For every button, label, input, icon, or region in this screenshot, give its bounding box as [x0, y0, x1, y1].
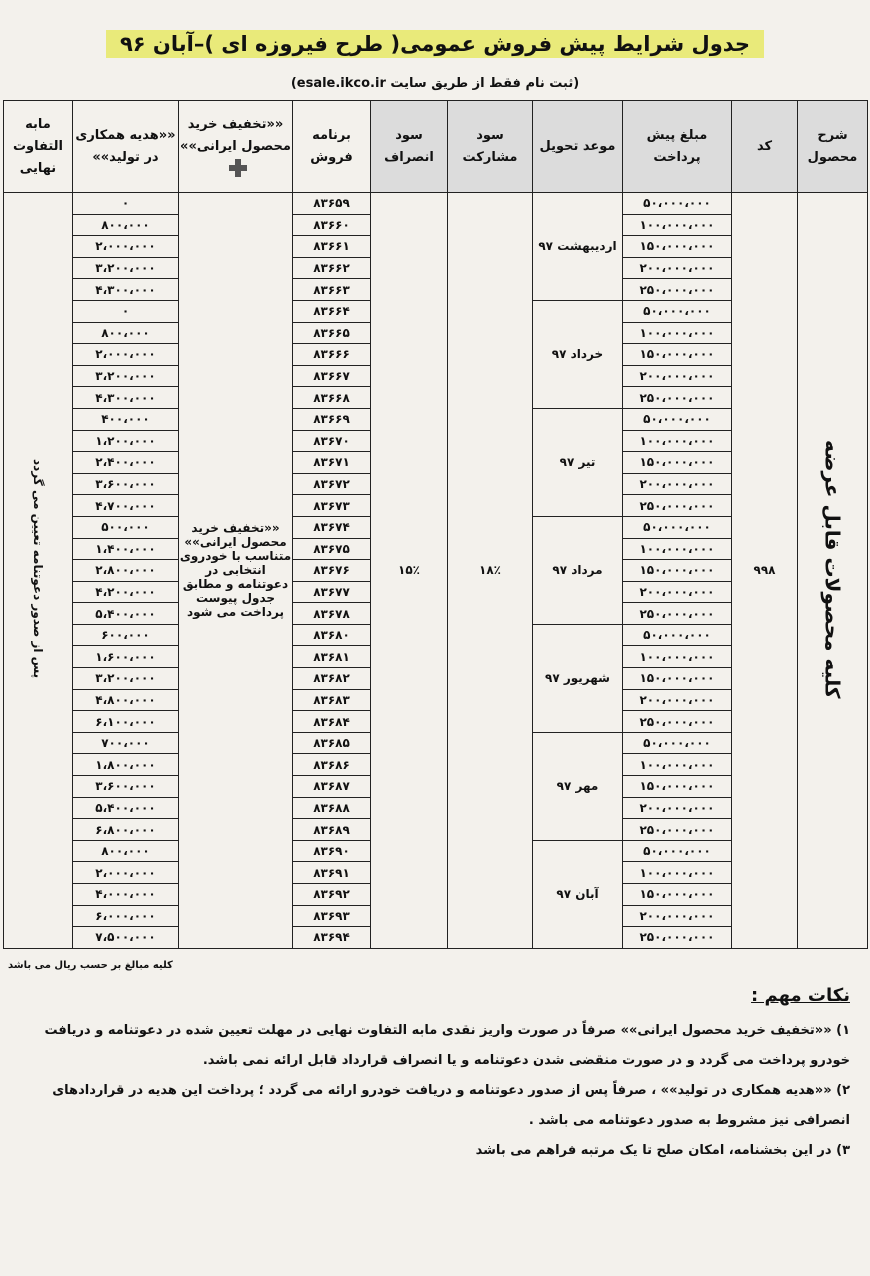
discount-cell: ««تخفیف خرید محصول ایرانی»» متناسب با خودروی انتخابی در دعوتنامه و مطابق جدول پیوست پرداخت می شود: [179, 193, 293, 949]
program-cell: ۸۳۶۷۱: [293, 452, 371, 474]
title-wrap: [0, 30, 870, 58]
delivery-cell: خرداد ۹۷: [533, 300, 623, 408]
header-discount: [179, 101, 293, 193]
gift-cell: ۱،۲۰۰،۰۰۰: [73, 430, 179, 452]
gift-cell: ۴،۲۰۰،۰۰۰: [73, 581, 179, 603]
header-discount-label: ««تخفیف خرید محصول ایرانی»»: [180, 116, 291, 154]
program-cell: ۸۳۶۹۳: [293, 905, 371, 927]
gift-cell: ۳،۲۰۰،۰۰۰: [73, 668, 179, 690]
program-cell: ۸۳۶۶۴: [293, 300, 371, 322]
prepay-cell: ۲۰۰،۰۰۰،۰۰۰: [623, 689, 732, 711]
prepay-cell: ۱۵۰،۰۰۰،۰۰۰: [623, 236, 732, 258]
prepay-cell: ۲۵۰،۰۰۰،۰۰۰: [623, 495, 732, 517]
prepay-cell: ۱۰۰،۰۰۰،۰۰۰: [623, 214, 732, 236]
prepay-cell: ۱۵۰،۰۰۰،۰۰۰: [623, 776, 732, 798]
header-code: کد: [732, 101, 798, 193]
gift-cell: ۷۰۰،۰۰۰: [73, 732, 179, 754]
cancel-cell: ۱۵٪: [371, 193, 448, 949]
note-1: ۱) ««تخفیف خرید محصول ایرانی»» صرفاً در صورت واریز نقدی مابه التفاوت نهایی در مهلت تعیین شده در دعوتنامه و دریافت خودرو پرداخت می گردد و در صورت منقضی شدن دعوتنامه و یا انصراف قرارداد قابل ارائه نمی باشد.: [44, 1023, 850, 1068]
final-cell: [4, 193, 73, 949]
prepay-cell: ۱۰۰،۰۰۰،۰۰۰: [623, 754, 732, 776]
prepay-cell: ۱۵۰،۰۰۰،۰۰۰: [623, 560, 732, 582]
note-3: ۳) در این بخشنامه، امکان صلح تا یک مرتبه فراهم می باشد: [475, 1143, 850, 1158]
gift-cell: ۳،۲۰۰،۰۰۰: [73, 365, 179, 387]
program-cell: ۸۳۶۶۳: [293, 279, 371, 301]
gift-cell: ۰: [73, 300, 179, 322]
prepay-cell: ۲۰۰،۰۰۰،۰۰۰: [623, 257, 732, 279]
gift-cell: ۲،۰۰۰،۰۰۰: [73, 862, 179, 884]
program-cell: ۸۳۶۶۸: [293, 387, 371, 409]
delivery-cell: شهریور ۹۷: [533, 624, 623, 732]
gift-cell: ۶،۸۰۰،۰۰۰: [73, 819, 179, 841]
plus-icon: [229, 159, 247, 177]
gift-cell: ۲،۰۰۰،۰۰۰: [73, 344, 179, 366]
delivery-cell: تیر ۹۷: [533, 408, 623, 516]
program-cell: ۸۳۶۷۵: [293, 538, 371, 560]
program-cell: ۸۳۶۸۸: [293, 797, 371, 819]
program-cell: ۸۳۶۶۹: [293, 408, 371, 430]
code-cell: ۹۹۸: [732, 193, 798, 949]
program-cell: ۸۳۶۶۶: [293, 344, 371, 366]
prepay-cell: ۲۰۰،۰۰۰،۰۰۰: [623, 905, 732, 927]
prepay-cell: ۲۰۰،۰۰۰،۰۰۰: [623, 581, 732, 603]
prepay-cell: ۱۵۰،۰۰۰،۰۰۰: [623, 884, 732, 906]
participation-cell: ۱۸٪: [448, 193, 533, 949]
prepay-cell: ۲۰۰،۰۰۰،۰۰۰: [623, 365, 732, 387]
header-row: [4, 101, 868, 193]
gift-cell: ۰: [73, 193, 179, 215]
prepay-cell: ۵۰،۰۰۰،۰۰۰: [623, 840, 732, 862]
gift-cell: ۴،۳۰۰،۰۰۰: [73, 387, 179, 409]
gift-cell: ۳،۶۰۰،۰۰۰: [73, 473, 179, 495]
program-cell: ۸۳۶۶۷: [293, 365, 371, 387]
program-cell: ۸۳۶۸۷: [293, 776, 371, 798]
prepay-cell: ۱۰۰،۰۰۰،۰۰۰: [623, 322, 732, 344]
gift-cell: ۸۰۰،۰۰۰: [73, 322, 179, 344]
table-body: [4, 193, 868, 949]
gift-cell: ۱،۴۰۰،۰۰۰: [73, 538, 179, 560]
program-cell: ۸۳۶۸۴: [293, 711, 371, 733]
gift-cell: ۸۰۰،۰۰۰: [73, 214, 179, 236]
notes-title: نکات مهم :: [751, 985, 850, 1006]
prepay-cell: ۲۰۰،۰۰۰،۰۰۰: [623, 797, 732, 819]
prepay-cell: ۵۰،۰۰۰،۰۰۰: [623, 193, 732, 215]
gift-cell: ۱،۸۰۰،۰۰۰: [73, 754, 179, 776]
prepay-cell: ۵۰،۰۰۰،۰۰۰: [623, 624, 732, 646]
gift-cell: ۷،۵۰۰،۰۰۰: [73, 927, 179, 949]
gift-cell: ۴،۷۰۰،۰۰۰: [73, 495, 179, 517]
program-cell: ۸۳۶۸۵: [293, 732, 371, 754]
header-prepay: مبلغ پیش پرداخت: [623, 101, 732, 193]
prepay-cell: ۵۰،۰۰۰،۰۰۰: [623, 408, 732, 430]
delivery-cell: مرداد ۹۷: [533, 516, 623, 624]
gift-cell: ۲،۰۰۰،۰۰۰: [73, 236, 179, 258]
program-cell: ۸۳۶۹۱: [293, 862, 371, 884]
program-cell: ۸۳۶۶۰: [293, 214, 371, 236]
page-title: جدول شرایط پیش فروش عمومی( طرح فیروزه ای )–آبان ۹۶: [106, 30, 764, 58]
prepay-cell: ۱۰۰،۰۰۰،۰۰۰: [623, 646, 732, 668]
prepay-cell: ۱۰۰،۰۰۰،۰۰۰: [623, 862, 732, 884]
note-2: ۲) ««هدیه همکاری در تولید»» ، صرفاً پس از صدور دعوتنامه و دریافت خودرو ارائه می گردد ؛ پرداخت این هدیه در قراردادهای انصرافی نیز مشروط به صدور دعوتنامه می باشد .: [52, 1083, 850, 1128]
prepay-cell: ۲۵۰،۰۰۰،۰۰۰: [623, 927, 732, 949]
program-cell: ۸۳۶۶۱: [293, 236, 371, 258]
delivery-cell: اردیبهشت ۹۷: [533, 193, 623, 301]
prepay-cell: ۱۰۰،۰۰۰،۰۰۰: [623, 538, 732, 560]
program-cell: ۸۳۶۹۲: [293, 884, 371, 906]
program-cell: ۸۳۶۶۲: [293, 257, 371, 279]
program-cell: ۸۳۶۸۰: [293, 624, 371, 646]
currency-footnote: کلیه مبالغ بر حسب ریال می باشد: [8, 960, 173, 971]
prepay-cell: ۲۵۰،۰۰۰،۰۰۰: [623, 603, 732, 625]
product-cell-text: کلیه محصولات قابل عرضه: [820, 439, 845, 699]
header-participation: سود مشارکت: [448, 101, 533, 193]
gift-cell: ۴،۰۰۰،۰۰۰: [73, 884, 179, 906]
notes-section: [10, 985, 850, 1166]
prepay-cell: ۵۰،۰۰۰،۰۰۰: [623, 516, 732, 538]
program-cell: ۸۳۶۸۹: [293, 819, 371, 841]
gift-cell: ۳،۲۰۰،۰۰۰: [73, 257, 179, 279]
program-cell: ۸۳۶۷۲: [293, 473, 371, 495]
header-program: برنامه فروش: [293, 101, 371, 193]
program-cell: ۸۳۶۶۵: [293, 322, 371, 344]
program-cell: ۸۳۶۷۶: [293, 560, 371, 582]
program-cell: ۸۳۶۷۷: [293, 581, 371, 603]
header-gift: ««هدیه همکاری در تولید»»: [73, 101, 179, 193]
program-cell: ۸۳۶۷۰: [293, 430, 371, 452]
prepay-cell: ۲۵۰،۰۰۰،۰۰۰: [623, 819, 732, 841]
gift-cell: ۴،۳۰۰،۰۰۰: [73, 279, 179, 301]
prepay-cell: ۱۵۰،۰۰۰،۰۰۰: [623, 668, 732, 690]
program-cell: ۸۳۶۸۲: [293, 668, 371, 690]
program-cell: ۸۳۶۹۰: [293, 840, 371, 862]
prepay-cell: ۱۵۰،۰۰۰،۰۰۰: [623, 344, 732, 366]
program-cell: ۸۳۶۸۱: [293, 646, 371, 668]
prepay-cell: ۵۰،۰۰۰،۰۰۰: [623, 732, 732, 754]
gift-cell: ۶۰۰،۰۰۰: [73, 624, 179, 646]
gift-cell: ۵۰۰،۰۰۰: [73, 516, 179, 538]
delivery-cell: آبان ۹۷: [533, 840, 623, 948]
program-cell: ۸۳۶۸۶: [293, 754, 371, 776]
table-row: [4, 193, 868, 215]
page-subtitle: (ثبت نام فقط از طریق سایت esale.ikco.ir): [290, 76, 580, 91]
prepay-cell: ۱۰۰،۰۰۰،۰۰۰: [623, 430, 732, 452]
product-cell: [798, 193, 868, 949]
gift-cell: ۱،۶۰۰،۰۰۰: [73, 646, 179, 668]
gift-cell: ۶،۱۰۰،۰۰۰: [73, 711, 179, 733]
gift-cell: ۳،۶۰۰،۰۰۰: [73, 776, 179, 798]
gift-cell: ۵،۴۰۰،۰۰۰: [73, 797, 179, 819]
gift-cell: ۴،۸۰۰،۰۰۰: [73, 689, 179, 711]
gift-cell: ۵،۴۰۰،۰۰۰: [73, 603, 179, 625]
prepay-cell: ۲۵۰،۰۰۰،۰۰۰: [623, 279, 732, 301]
header-cancel: سود انصراف: [371, 101, 448, 193]
program-cell: ۸۳۶۷۴: [293, 516, 371, 538]
gift-cell: ۸۰۰،۰۰۰: [73, 840, 179, 862]
presale-table: [3, 100, 868, 949]
program-cell: ۸۳۶۷۳: [293, 495, 371, 517]
delivery-cell: مهر ۹۷: [533, 732, 623, 840]
header-product: شرح محصول: [798, 101, 868, 193]
final-cell-text: پس از صدور دعوتنامه تعیین می گردد: [31, 459, 45, 679]
program-cell: ۸۳۶۷۸: [293, 603, 371, 625]
gift-cell: ۲،۸۰۰،۰۰۰: [73, 560, 179, 582]
prepay-cell: ۲۵۰،۰۰۰،۰۰۰: [623, 387, 732, 409]
header-delivery: موعد تحویل: [533, 101, 623, 193]
gift-cell: ۲،۴۰۰،۰۰۰: [73, 452, 179, 474]
header-final: مابه التفاوت نهایی: [4, 101, 73, 193]
program-cell: ۸۳۶۵۹: [293, 193, 371, 215]
prepay-cell: ۵۰،۰۰۰،۰۰۰: [623, 300, 732, 322]
prepay-cell: ۲۵۰،۰۰۰،۰۰۰: [623, 711, 732, 733]
program-cell: ۸۳۶۸۳: [293, 689, 371, 711]
gift-cell: ۴۰۰،۰۰۰: [73, 408, 179, 430]
prepay-cell: ۱۵۰،۰۰۰،۰۰۰: [623, 452, 732, 474]
gift-cell: ۶،۰۰۰،۰۰۰: [73, 905, 179, 927]
program-cell: ۸۳۶۹۴: [293, 927, 371, 949]
prepay-cell: ۲۰۰،۰۰۰،۰۰۰: [623, 473, 732, 495]
